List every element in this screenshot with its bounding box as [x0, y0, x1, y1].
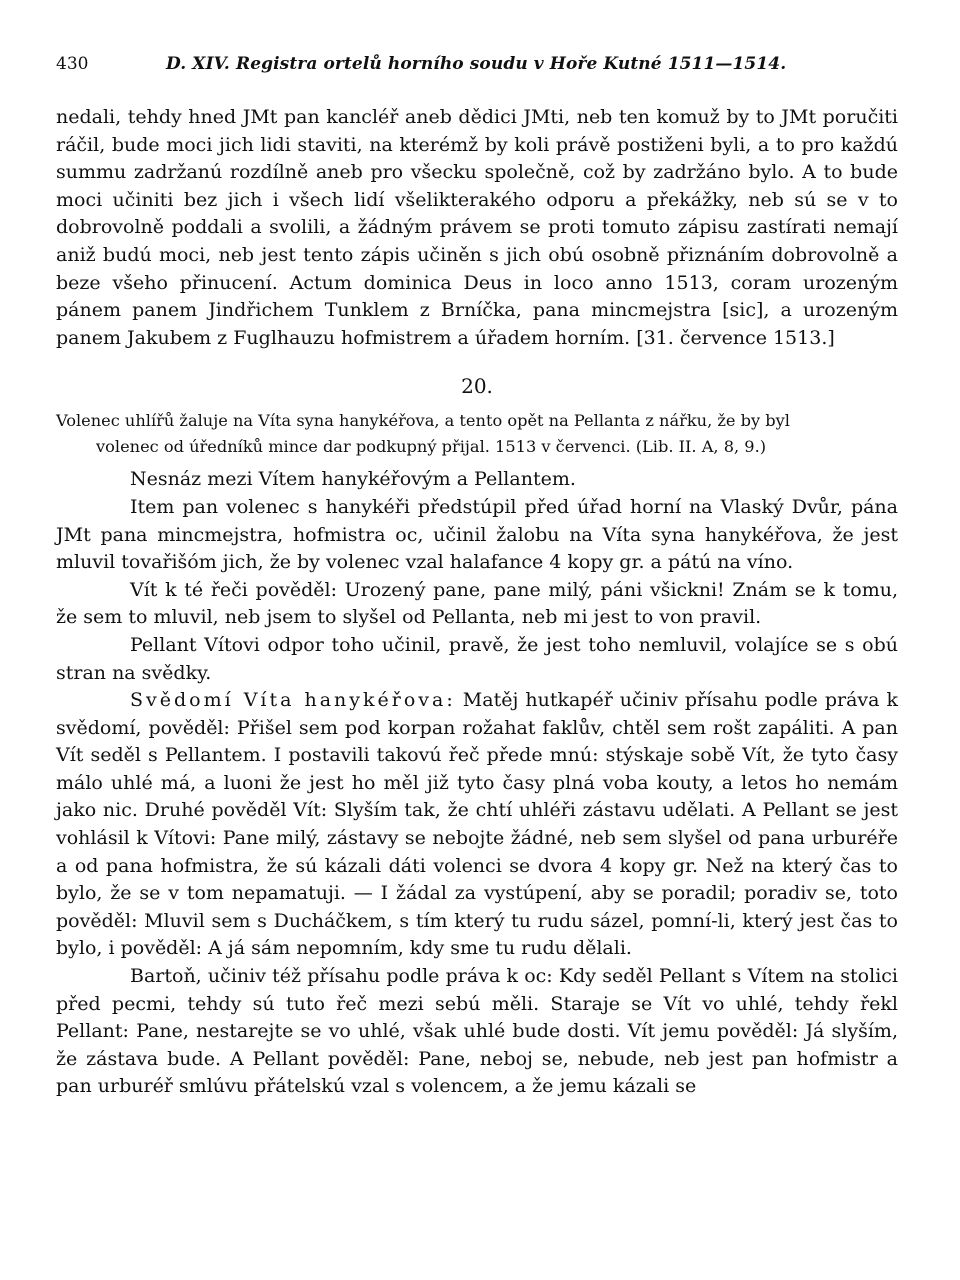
section-number: 20. — [461, 374, 493, 399]
testimony-heading: Svědomí Víta hanykéřova: — [130, 689, 456, 712]
paragraph-testimony-barton: Bartoň, učiniv též přísahu podle práva k oc: Kdy seděl Pellant s Vítem na stolici před pecmi, tehdy sú tuto řeč mezi sebú měli. Staraje se Vít vo uhlé, tehdy řekl Pellant: Pane, nestarejte se vo uhlé, však uhlé bude dosti. Vít jemu pověděl: Já slyším, že zástava bude. A Pellant pověděl: Pane, neboj se, nebude, neb jest pan hofmistr a pan urburéř smlúvu přátelskú vzal s volencem, a že jemu kázali se — [56, 965, 898, 1098]
page-header — [56, 54, 898, 88]
entry-title: Nesnáz mezi Vítem hanykéřovým a Pellantem. — [130, 468, 576, 491]
document-page — [56, 54, 898, 1101]
page-number: 430 — [56, 54, 89, 74]
testimony-text: Matěj hutkapéř učiniv přísahu podle práva k svědomí, pověděl: Přišel sem pod korpan rožahat faklův, chtěl sem rošt zapáliti. A pan Vít seděl s Pellantem. I postavili takovú řeč přede mnú: stýskaje sobě Vít, že tyto časy málo uhlé má, a luoni že jest ho měl již tyto časy plná voba kouty, a letos ho nemám jako nic. Druhé pověděl Vít: Slyším tak, že chtí uhléři zástavu udělati. A Pellant se jest vohlásil k Vítovi: Pane milý, zástavy se nebojte žádné, neb sem slyšel od pana urburéře a od pana hofmistra, že sú kázali dáti volenci se dvora 4 kopy gr. Než na který čas to bylo, že se v tom nepamatuji. — I žádal za vystúpení, aby se poradil; poradiv se, toto pověděl: Mluvil sem s Ducháčkem, s tím který tu rudu sázel, pomní-li, který jest čas to bylo, i pověděl: A já sám nepomním, kdy sme tu rudu dělali. — [56, 689, 898, 960]
regest-line-1: Volenec uhlířů žaluje na Víta syna hanykéřova, a tento opět na Pellanta z nářku, že by byl — [56, 411, 790, 431]
paragraph-testimony-matej — [56, 687, 898, 963]
continuation-paragraph: nedali, tehdy hned JMt pan kancléř aneb dědici JMti, neb ten komuž by to JMt poručiti ráčil, bude moci jich lidi staviti, na kterémž by koli právě postiženi byli, a to pro každú summu zadržanú rozdílně aneb pro všecku společně, což by zadržáno bylo. A to bude moci učiniti bez jich i všech lidí všelikterakého odporu a překážky, neb sú se v to dobrovolně poddali a svolili, a žádným právem se proti tomuto zápisu zastírati nemají aniž budú moci, neb jest tento zápis učiněn s jich obú osobně přiznáním dobrovolně a beze všeho přinucení. Actum dominica Deus in loco anno 1513, coram urozeným pánem panem Jindřichem Tunklem z Brníčka, pana mincmejstra [sic], a urozeným panem Jakubem z Fuglhauzu hofmistrem a úřadem horním. [31. července 1513.] — [56, 106, 898, 349]
running-title: D. XIV. Registra ortelů horního soudu v Hoře Kutné 1511—1514. — [166, 54, 787, 74]
regest-line-2: volenec od úředníků mince dar podkupný přijal. 1513 v červenci. (Lib. II. A, 8, 9.) — [96, 437, 767, 457]
paragraph-pellant-denial: Pellant Vítovi odpor toho učinil, pravě, že jest toho nemluvil, volajíce se s obú stran na svědky. — [56, 633, 898, 684]
paragraph-complaint: Item pan volenec s hanykéři předstúpil před úřad horní na Vlaský Dvůr, pána JMt pana mincmejstra, hofmistra oc, učinil žalobu na Víta syna hanykéřova, že jest mluvil tovařišóm jich, že by volenec vzal halafance 4 kopy gr. a pátú na víno. — [56, 495, 898, 574]
paragraph-vit-response: Vít k té řeči pověděl: Urozený pane, pane milý, páni všickni! Znám se k tomu, že sem to mluvil, neb jsem to slyšel od Pellanta, neb mi jest to von pravil. — [56, 578, 898, 629]
